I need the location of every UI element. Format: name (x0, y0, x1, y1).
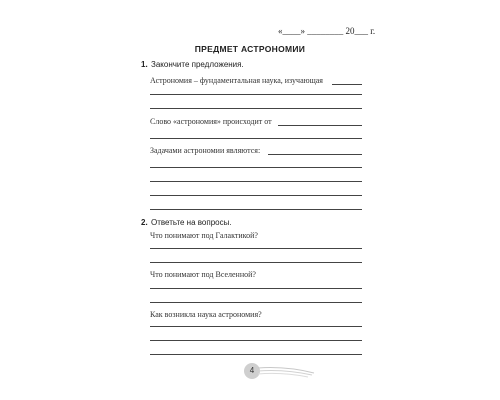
swoosh-decoration-icon (256, 364, 316, 378)
page-number: 4 (244, 363, 260, 379)
answer-line[interactable] (150, 209, 362, 210)
answer-line[interactable] (150, 248, 362, 249)
answer-line[interactable] (150, 181, 362, 182)
answer-line[interactable] (150, 326, 362, 327)
task-1-prompt-3: Задачами астрономии являются: (150, 146, 261, 155)
answer-line[interactable] (332, 84, 362, 85)
task-1-title: Закончите предложения. (151, 60, 244, 69)
task-2-title: Ответьте на вопросы. (151, 218, 232, 227)
answer-line[interactable] (150, 195, 362, 196)
date-field: «____» ________ 20___ г. (278, 26, 376, 36)
task-2-question-2: Что понимают под Вселенной? (150, 270, 256, 279)
task-1-prompt-1: Астрономия – фундаментальная наука, изучающая (150, 76, 323, 85)
task-2-question-3: Как возникла наука астрономия? (150, 310, 262, 319)
answer-line[interactable] (150, 108, 362, 109)
answer-line[interactable] (150, 288, 362, 289)
task-1-number: 1. (141, 60, 148, 69)
answer-line[interactable] (150, 302, 362, 303)
task-2-number: 2. (141, 218, 148, 227)
answer-line[interactable] (268, 154, 362, 155)
answer-line[interactable] (150, 138, 362, 139)
answer-line[interactable] (150, 340, 362, 341)
answer-line[interactable] (150, 94, 362, 95)
task-1-prompt-2: Слово «астрономия» происходит от (150, 117, 272, 126)
answer-line[interactable] (150, 262, 362, 263)
answer-line[interactable] (278, 125, 362, 126)
task-2-question-1: Что понимают под Галактикой? (150, 231, 258, 240)
page-title: ПРЕДМЕТ АСТРОНОМИИ (194, 44, 306, 54)
answer-line[interactable] (150, 354, 362, 355)
answer-line[interactable] (150, 167, 362, 168)
